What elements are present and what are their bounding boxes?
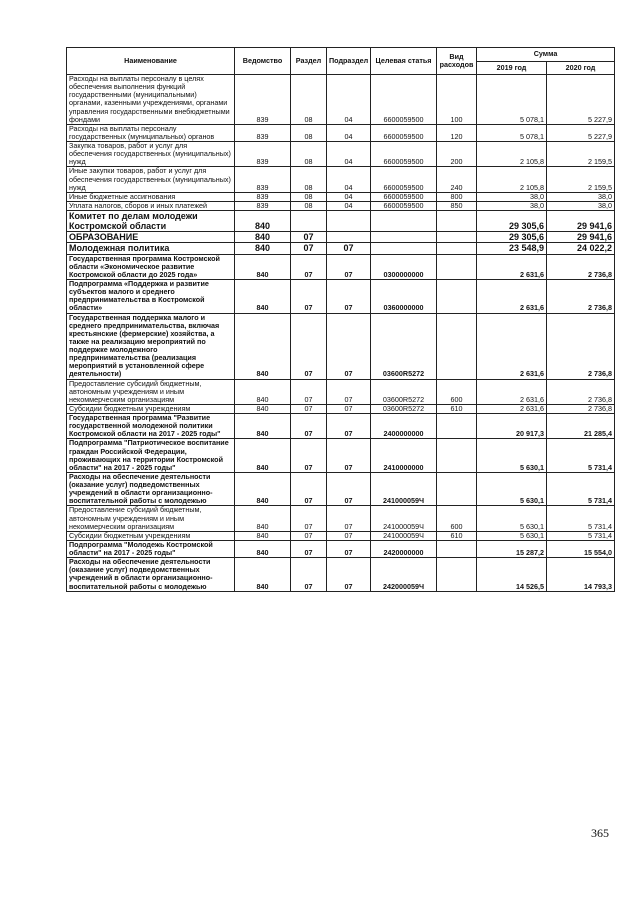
- cell-sub: 07: [327, 558, 371, 592]
- cell-target: 241000059Ч: [371, 472, 437, 506]
- table-row: [67, 472, 615, 506]
- cell-dept: 840: [235, 404, 291, 413]
- cell-kind: 200: [437, 142, 477, 167]
- table-row: [67, 201, 615, 210]
- cell-name: Предоставление субсидий бюджетным, автономным учреждениям и иным некоммерческим организациям: [67, 506, 235, 531]
- cell-v2019: 2 631,6: [477, 254, 547, 279]
- cell-v2019: 2 105,8: [477, 167, 547, 192]
- cell-name: Предоставление субсидий бюджетным, автономным учреждениям и иным некоммерческим организациям: [67, 379, 235, 404]
- cell-dept: 840: [235, 439, 291, 473]
- cell-dept: 839: [235, 75, 291, 125]
- cell-sec: 07: [291, 313, 327, 379]
- cell-v2019: 5 078,1: [477, 124, 547, 141]
- table-row: [67, 558, 615, 592]
- cell-sub: 04: [327, 192, 371, 201]
- cell-name: Подпрограмма "Патриотическое воспитание граждан Российской Федерации, проживающих на территории Костромской области" на 2017 - 2025 годы": [67, 439, 235, 473]
- cell-target: 241000059Ч: [371, 506, 437, 531]
- cell-v2019: 5 630,1: [477, 472, 547, 506]
- cell-v2020: 38,0: [547, 192, 615, 201]
- cell-sub: 07: [327, 472, 371, 506]
- cell-v2020: 2 159,5: [547, 142, 615, 167]
- table-row: [67, 313, 615, 379]
- header-target: Целевая статья: [371, 48, 437, 75]
- cell-v2020: 5 227,9: [547, 75, 615, 125]
- cell-sec: 07: [291, 280, 327, 314]
- cell-v2019: 2 631,6: [477, 280, 547, 314]
- cell-kind: [437, 558, 477, 592]
- cell-kind: 600: [437, 506, 477, 531]
- cell-v2020: 2 736,8: [547, 313, 615, 379]
- table-row: [67, 211, 615, 232]
- cell-target: 2420000000: [371, 540, 437, 557]
- cell-v2019: 14 526,5: [477, 558, 547, 592]
- cell-v2020: 2 736,8: [547, 254, 615, 279]
- table-row: [67, 379, 615, 404]
- cell-target: 2410000000: [371, 439, 437, 473]
- cell-kind: 610: [437, 531, 477, 540]
- cell-sec: 07: [291, 404, 327, 413]
- cell-target: 03600R5272: [371, 404, 437, 413]
- cell-sub: 07: [327, 531, 371, 540]
- cell-kind: 610: [437, 404, 477, 413]
- cell-dept: 840: [235, 280, 291, 314]
- table-row: [67, 531, 615, 540]
- cell-v2019: 2 105,8: [477, 142, 547, 167]
- cell-sec: 07: [291, 506, 327, 531]
- cell-v2019: 5 630,1: [477, 531, 547, 540]
- table-row: [67, 404, 615, 413]
- cell-name: Субсидии бюджетным учреждениям: [67, 404, 235, 413]
- cell-target: 6600059500: [371, 75, 437, 125]
- cell-kind: 850: [437, 201, 477, 210]
- cell-v2020: 5 731,4: [547, 472, 615, 506]
- cell-sub: 07: [327, 540, 371, 557]
- cell-name: Расходы на выплаты персоналу государственных (муниципальных) органов: [67, 124, 235, 141]
- cell-dept: 840: [235, 531, 291, 540]
- cell-sec: 07: [291, 472, 327, 506]
- cell-kind: [437, 439, 477, 473]
- cell-v2020: 24 022,2: [547, 243, 615, 254]
- cell-v2020: 2 736,8: [547, 404, 615, 413]
- cell-name: Субсидии бюджетным учреждениям: [67, 531, 235, 540]
- cell-target: [371, 243, 437, 254]
- cell-dept: 840: [235, 254, 291, 279]
- cell-target: 6600059500: [371, 142, 437, 167]
- cell-sec: 07: [291, 243, 327, 254]
- cell-name: Государственная программа Костромской области «Экономическое развитие Костромской области до 2025 года»: [67, 254, 235, 279]
- table-row: [67, 243, 615, 254]
- cell-dept: 840: [235, 472, 291, 506]
- cell-dept: 840: [235, 232, 291, 243]
- cell-target: [371, 232, 437, 243]
- cell-target: 6600059500: [371, 201, 437, 210]
- table-row: [67, 506, 615, 531]
- cell-name: Расходы на обеспечение деятельности (оказание услуг) подведомственных учреждений в области организационно-воспитательной работы с молодежью: [67, 558, 235, 592]
- cell-sec: 08: [291, 142, 327, 167]
- header-name: Наименование: [67, 48, 235, 75]
- cell-v2020: 21 285,4: [547, 414, 615, 439]
- cell-target: 242000059Ч: [371, 558, 437, 592]
- table-row: [67, 124, 615, 141]
- table-row: [67, 232, 615, 243]
- cell-v2020: 2 736,8: [547, 379, 615, 404]
- page-number: 365: [591, 826, 609, 840]
- cell-v2019: 5 630,1: [477, 439, 547, 473]
- cell-v2019: 38,0: [477, 192, 547, 201]
- cell-sec: 07: [291, 558, 327, 592]
- cell-v2019: 29 305,6: [477, 211, 547, 232]
- table-row: [67, 254, 615, 279]
- cell-sec: 07: [291, 379, 327, 404]
- cell-name: Иные бюджетные ассигнования: [67, 192, 235, 201]
- cell-dept: 840: [235, 379, 291, 404]
- cell-dept: 840: [235, 540, 291, 557]
- cell-v2019: 2 631,6: [477, 313, 547, 379]
- cell-kind: [437, 280, 477, 314]
- cell-v2019: 23 548,9: [477, 243, 547, 254]
- cell-name: ОБРАЗОВАНИЕ: [67, 232, 235, 243]
- cell-name: Расходы на выплаты персоналу в целях обеспечения выполнения функций государственными (муниципальными) органами, казенными учреждениями, органами управления государственными внебюджетными фондами: [67, 75, 235, 125]
- cell-name: Государственная поддержка малого и среднего предпринимательства, включая крестьянские (фермерские) хозяйства, а также на реализацию мероприятий по поддержке молодежного предпринимательства (реализация мероприятий в установленной сфере деятельности): [67, 313, 235, 379]
- table-row: [67, 439, 615, 473]
- cell-kind: [437, 313, 477, 379]
- cell-sec: 08: [291, 75, 327, 125]
- cell-kind: [437, 472, 477, 506]
- cell-sub: 07: [327, 414, 371, 439]
- cell-sub: 07: [327, 280, 371, 314]
- cell-dept: 840: [235, 558, 291, 592]
- table-row: [67, 192, 615, 201]
- cell-kind: [437, 211, 477, 232]
- cell-v2020: 38,0: [547, 201, 615, 210]
- cell-kind: [437, 243, 477, 254]
- header-sum: Сумма: [477, 48, 615, 62]
- cell-target: 6600059500: [371, 124, 437, 141]
- cell-sub: 04: [327, 167, 371, 192]
- header-section: Раздел: [291, 48, 327, 75]
- budget-table: [66, 47, 615, 592]
- cell-v2020: 2 159,5: [547, 167, 615, 192]
- cell-name: Подпрограмма "Молодежь Костромской области" на 2017 - 2025 годы": [67, 540, 235, 557]
- cell-sec: 08: [291, 167, 327, 192]
- cell-v2019: 20 917,3: [477, 414, 547, 439]
- cell-target: 03600R5272: [371, 379, 437, 404]
- cell-dept: 840: [235, 506, 291, 531]
- cell-sec: 07: [291, 540, 327, 557]
- cell-v2019: 29 305,6: [477, 232, 547, 243]
- cell-sec: 07: [291, 439, 327, 473]
- cell-sub: 04: [327, 75, 371, 125]
- cell-target: 0300000000: [371, 254, 437, 279]
- cell-v2020: 5 731,4: [547, 439, 615, 473]
- cell-v2020: 5 731,4: [547, 531, 615, 540]
- cell-v2020: 5 227,9: [547, 124, 615, 141]
- cell-dept: 839: [235, 142, 291, 167]
- cell-name: Комитет по делам молодежи Костромской области: [67, 211, 235, 232]
- cell-sec: 07: [291, 414, 327, 439]
- table-row: [67, 75, 615, 125]
- cell-sub: 04: [327, 201, 371, 210]
- cell-sub: 07: [327, 506, 371, 531]
- cell-sec: 07: [291, 531, 327, 540]
- header-dept: Ведомство: [235, 48, 291, 75]
- cell-sec: 08: [291, 192, 327, 201]
- cell-sec: 08: [291, 201, 327, 210]
- cell-sub: [327, 211, 371, 232]
- cell-v2019: 2 631,6: [477, 404, 547, 413]
- cell-name: Молодежная политика: [67, 243, 235, 254]
- cell-sec: [291, 211, 327, 232]
- cell-v2019: 15 287,2: [477, 540, 547, 557]
- cell-dept: 839: [235, 124, 291, 141]
- cell-v2020: 29 941,6: [547, 232, 615, 243]
- cell-sub: 07: [327, 313, 371, 379]
- cell-kind: [437, 414, 477, 439]
- cell-v2020: 2 736,8: [547, 280, 615, 314]
- cell-dept: 840: [235, 414, 291, 439]
- cell-kind: [437, 232, 477, 243]
- cell-dept: 839: [235, 192, 291, 201]
- header-2020: 2020 год: [547, 62, 615, 75]
- cell-name: Иные закупки товаров, работ и услуг для обеспечения государственных (муниципальных) нужд: [67, 167, 235, 192]
- header-2019: 2019 год: [477, 62, 547, 75]
- table-row: [67, 414, 615, 439]
- cell-sec: 08: [291, 124, 327, 141]
- cell-sub: 04: [327, 124, 371, 141]
- cell-name: Государственная программа "Развитие государственной молодежной политики Костромской области на 2017 - 2025 годы": [67, 414, 235, 439]
- cell-v2020: 29 941,6: [547, 211, 615, 232]
- cell-sub: 07: [327, 243, 371, 254]
- table-row: [67, 280, 615, 314]
- cell-v2019: 5 630,1: [477, 506, 547, 531]
- cell-kind: 600: [437, 379, 477, 404]
- cell-dept: 840: [235, 243, 291, 254]
- cell-kind: 120: [437, 124, 477, 141]
- cell-dept: 839: [235, 201, 291, 210]
- cell-sub: 07: [327, 439, 371, 473]
- cell-v2020: 15 554,0: [547, 540, 615, 557]
- cell-target: 241000059Ч: [371, 531, 437, 540]
- cell-sub: 07: [327, 254, 371, 279]
- cell-target: 0360000000: [371, 280, 437, 314]
- cell-kind: [437, 540, 477, 557]
- cell-kind: 100: [437, 75, 477, 125]
- cell-v2020: 5 731,4: [547, 506, 615, 531]
- cell-v2019: 38,0: [477, 201, 547, 210]
- header-subsection: Подраздел: [327, 48, 371, 75]
- header-kind: Вид расходов: [437, 48, 477, 75]
- cell-sub: 07: [327, 379, 371, 404]
- cell-kind: 240: [437, 167, 477, 192]
- cell-sub: 04: [327, 142, 371, 167]
- table-row: [67, 540, 615, 557]
- cell-target: 6600059500: [371, 167, 437, 192]
- cell-kind: [437, 254, 477, 279]
- cell-target: 2400000000: [371, 414, 437, 439]
- cell-target: 6600059500: [371, 192, 437, 201]
- cell-name: Уплата налогов, сборов и иных платежей: [67, 201, 235, 210]
- table-row: [67, 142, 615, 167]
- cell-v2019: 5 078,1: [477, 75, 547, 125]
- cell-dept: 839: [235, 167, 291, 192]
- cell-sec: 07: [291, 254, 327, 279]
- cell-dept: 840: [235, 313, 291, 379]
- cell-name: Закупка товаров, работ и услуг для обеспечения государственных (муниципальных) нужд: [67, 142, 235, 167]
- cell-sub: [327, 232, 371, 243]
- cell-dept: 840: [235, 211, 291, 232]
- cell-v2020: 14 793,3: [547, 558, 615, 592]
- table-body: [67, 75, 615, 592]
- cell-v2019: 2 631,6: [477, 379, 547, 404]
- cell-sec: 07: [291, 232, 327, 243]
- cell-name: Расходы на обеспечение деятельности (оказание услуг) подведомственных учреждений в области организационно-воспитательной работы с молодежью: [67, 472, 235, 506]
- cell-name: Подпрограмма «Поддержка и развитие субъектов малого и среднего предпринимательства в Костромской области»: [67, 280, 235, 314]
- cell-sub: 07: [327, 404, 371, 413]
- cell-target: [371, 211, 437, 232]
- table-row: [67, 167, 615, 192]
- cell-target: 03600R5272: [371, 313, 437, 379]
- cell-kind: 800: [437, 192, 477, 201]
